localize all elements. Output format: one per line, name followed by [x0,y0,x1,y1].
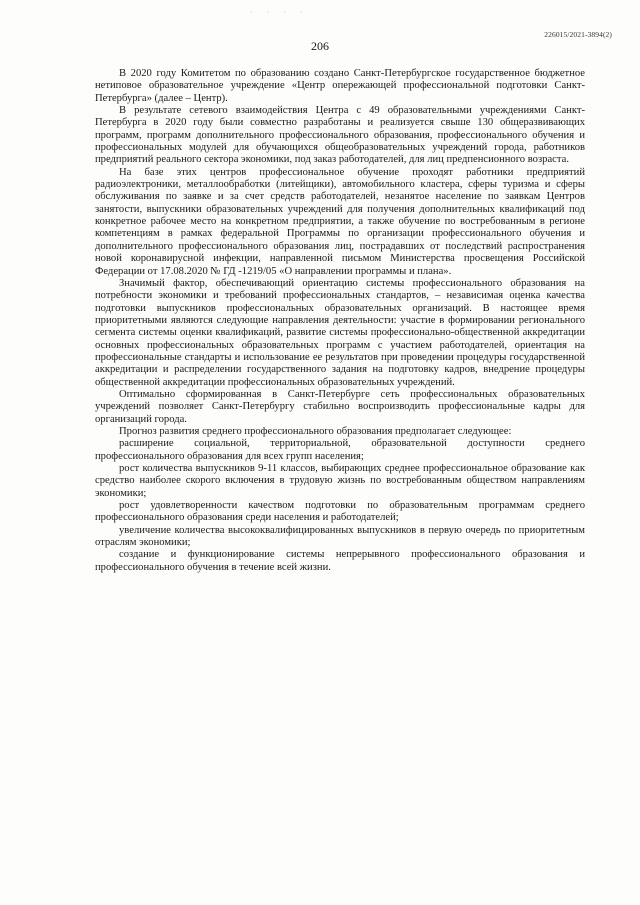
paragraph: Оптимально сформированная в Санкт-Петербурге сеть профессиональных образовательных учреждений позволяет Санкт-Петербургу стабильно воспроизводить профессиональные кадры для организаций города. [95,388,585,425]
paragraph: На базе этих центров профессиональное обучение проходят работники предприятий радиоэлектроники, металлообработки (литейщики), автомобильного кластера, сферы туризма и сферы обслуживания по заявке и за счет средств работодателей, незанятое население по заявкам Центров занятости, выпускники образовательных учреждений для получения дополнительных квалификаций под конкретное рабочее место на конкретном предприятии, а также обучение по востребованным в регионе компетенциям в рамках федеральной Программы по организации профессионального обучения и дополнительного профессионального образования лиц, пострадавших от последствий распространения новой коронавирусной инфекции, направленной письмом Министерства просвещения Российской Федерации от 17.08.2020 № ГД -1219/05 «О направлении программы и плана». [95,166,585,277]
list-item: расширение социальной, территориальной, образовательной доступности среднего профессионального образования для всех групп населения; [95,438,585,462]
paragraph: Прогноз развития среднего профессионального образования предполагает следующее: [119,425,512,437]
list-item: рост количества выпускников 9-11 классов, выбирающих среднее профессиональное образование как средство наиболее скорого включения в трудовую жизнь по востребованным обществом направлениям экономики; [95,463,585,499]
list-item: создание и функционирование системы непрерывного профессионального образования и профессионального обучения в течение всей жизни. [95,549,585,573]
paragraph: В 2020 году Комитетом по образованию создано Санкт-Петербургское государственное бюджетное нетиповое образовательное учреждение «Центр опережающей профессиональной подготовки Санкт-Петербурга» (далее – Центр). [95,68,585,104]
page-number: 206 [311,39,329,53]
scan-artifact: · · · · [250,8,309,17]
document-body [95,68,585,574]
paragraph: В результате сетевого взаимодействия Центра с 49 образовательными учреждениями Санкт-Петербурга в 2020 году были совместно разработаны и реализуется свыше 130 общеразвивающих программ, программ дополнительного профессионального образования, профессионального обучения и профессиональных модулей для обучающихся общеобразовательных учреждений города, работников предприятий реального сектора экономики, под заказ работодателей, для лиц предпенсионного возраста. [95,105,585,166]
paragraph: Значимый фактор, обеспечивающий ориентацию системы профессионального образования на потребности экономики и требований профессиональных стандартов, – независимая оценка качества подготовки выпускников профессиональных образовательных организаций. В настоящее время приоритетными являются следующие направления деятельности: участие в формировании регионального сегмента системы оценки квалификаций, развитие системы профессионально-общественной аккредитации основных профессиональных образовательных программ с участием работодателей, ориентация на профессиональные стандарты и использование ее результатов при проведении процедуры государственной аккредитации и распределении государственного задания на подготовку кадров, внедрение процедуры общественной аккредитации профессиональных образовательных учреждений. [95,277,585,388]
list-item: рост удовлетворенности качеством подготовки по образовательным программам среднего профессионального образования среди населения и работодателей; [95,500,585,524]
document-id: 226015/2021-3894(2) [544,30,612,39]
list-item: увеличение количества высококвалифицированных выпускников в первую очередь по приоритетным отраслям экономики; [95,524,585,549]
